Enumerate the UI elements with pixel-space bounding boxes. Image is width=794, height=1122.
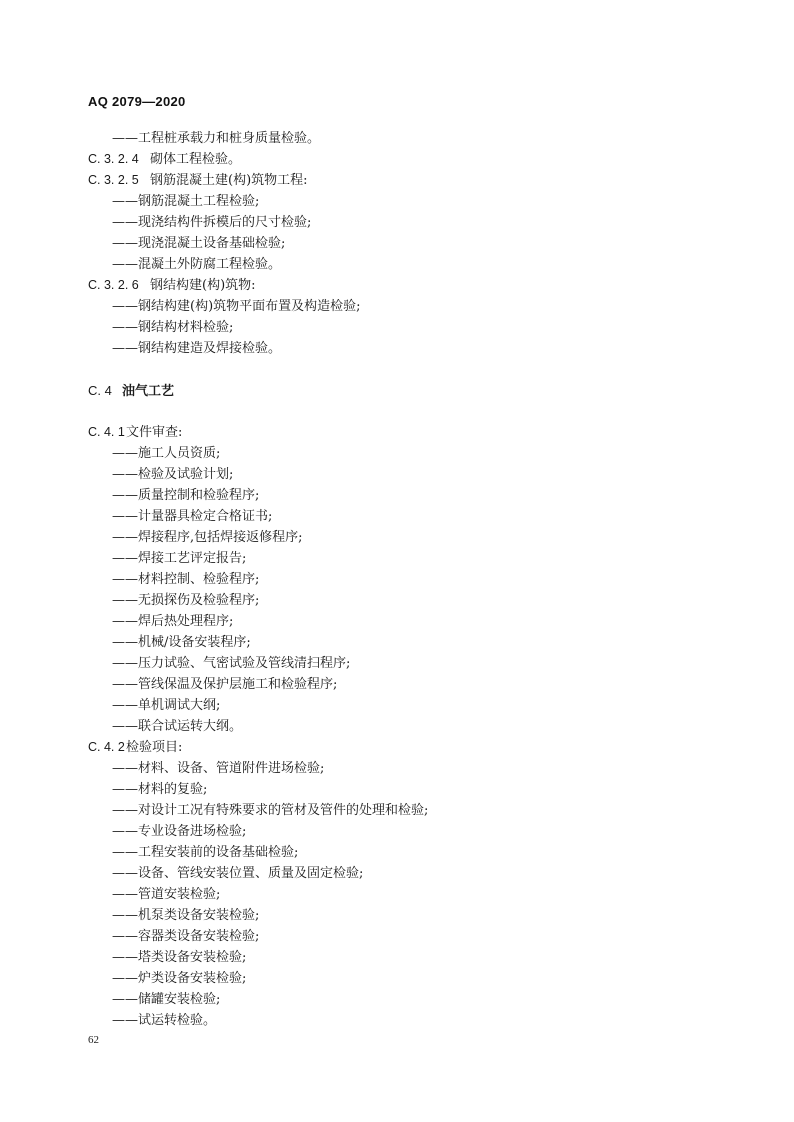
list-item: ——焊后热处理程序; (112, 614, 234, 629)
clause-heading (88, 737, 728, 758)
list-item: ——钢结构建(构)筑物平面布置及构造检验; (112, 299, 361, 314)
list-item: ——专业设备进场检验; (112, 824, 247, 839)
list-item: ——联合试运转大纲。 (112, 719, 243, 734)
list-item: ——炉类设备安装检验; (112, 971, 247, 986)
list-item: ——焊接工艺评定报告; (112, 551, 247, 566)
clause-heading (88, 149, 728, 170)
page-number: 62 (88, 1034, 99, 1046)
clause-heading (88, 422, 728, 443)
list-item: ——工程桩承载力和桩身质量检验。 (112, 131, 321, 146)
list-item: ——机泵类设备安装检验; (112, 908, 260, 923)
section-heading (88, 380, 728, 401)
list-item: ——现浇结构件拆模后的尺寸检验; (112, 215, 312, 230)
list-item: ——检验及试验计划; (112, 467, 234, 482)
list-item: ——管道安装检验; (112, 887, 221, 902)
list-item: ——现浇混凝土设备基础检验; (112, 236, 286, 251)
list-item: ——对设计工况有特殊要求的管材及管件的处理和检验; (112, 803, 429, 818)
list-item: ——试运转检验。 (112, 1013, 217, 1028)
clause-number: C. 3. 2. 6 (88, 278, 139, 292)
clause-number: C. 3. 2. 4 (88, 152, 139, 166)
clause-text: 砌体工程检验。 (150, 152, 242, 167)
list-item: ——计量器具检定合格证书; (112, 509, 273, 524)
list-item: ——工程安装前的设备基础检验; (112, 845, 299, 860)
clause-text: 文件审查: (126, 425, 183, 440)
list-item: ——管线保温及保护层施工和检验程序; (112, 677, 338, 692)
list-item: ——质量控制和检验程序; (112, 488, 260, 503)
clause-number: C. 4. 1 (88, 425, 125, 439)
section-title: 油气工艺 (122, 384, 175, 399)
document-body (88, 128, 728, 1031)
list-item: ——材料、设备、管道附件进场检验; (112, 761, 325, 776)
list-item: ——塔类设备安装检验; (112, 950, 247, 965)
clause-number: C. 4. 2 (88, 740, 125, 754)
list-item: ——钢结构建造及焊接检验。 (112, 341, 282, 356)
list-item: ——钢结构材料检验; (112, 320, 234, 335)
clause-heading (88, 170, 728, 191)
list-item: ——容器类设备安装检验; (112, 929, 260, 944)
list-item: ——混凝土外防腐工程检验。 (112, 257, 282, 272)
document-code-header: AQ 2079—2020 (88, 94, 186, 109)
clause-text: 钢结构建(构)筑物: (150, 278, 256, 293)
list-item: ——储罐安装检验; (112, 992, 221, 1007)
section-number: C. 4 (88, 383, 112, 398)
clause-text: 钢筋混凝土建(构)筑物工程: (150, 173, 308, 188)
list-item: ——材料控制、检验程序; (112, 572, 260, 587)
list-item: ——压力试验、气密试验及管线清扫程序; (112, 656, 351, 671)
list-item: ——钢筋混凝土工程检验; (112, 194, 260, 209)
clause-number: C. 3. 2. 5 (88, 173, 139, 187)
list-item: ——焊接程序,包括焊接返修程序; (112, 530, 303, 545)
list-item: ——无损探伤及检验程序; (112, 593, 260, 608)
list-item: ——施工人员资质; (112, 446, 221, 461)
list-item: ——设备、管线安装位置、质量及固定检验; (112, 866, 364, 881)
clause-heading (88, 275, 728, 296)
list-item: ——单机调试大纲; (112, 698, 221, 713)
list-item: ——机械/设备安装程序; (112, 635, 251, 650)
clause-text: 检验项目: (126, 740, 183, 755)
list-item: ——材料的复验; (112, 782, 208, 797)
